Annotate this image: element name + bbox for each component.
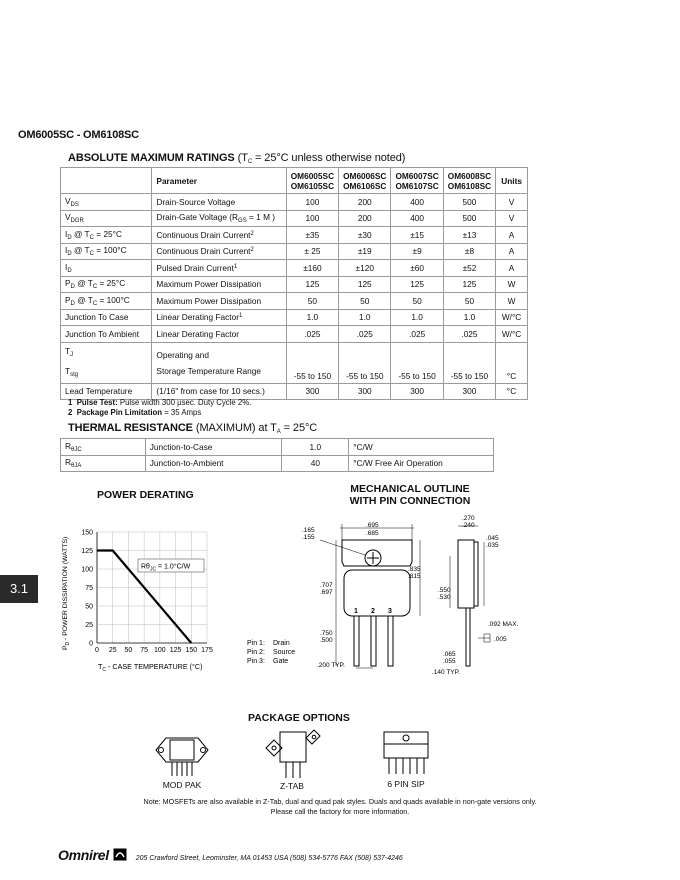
mechanical-outline-drawing bbox=[240, 510, 540, 680]
table-row bbox=[61, 326, 528, 343]
row-value: 1.0 bbox=[282, 439, 349, 456]
row-value: 125 bbox=[286, 276, 338, 293]
row-value: ±8 bbox=[443, 243, 495, 260]
availability-note: Note: MOSFETs are also available in Z-Tab, dual and quad pak styles. Duals and quads available in non-gate versions only. Please call the factory for more information. bbox=[143, 797, 537, 816]
row-value: ±30 bbox=[339, 227, 391, 244]
dim-side-top: .550 bbox=[438, 587, 451, 594]
y-tick-label: 25 bbox=[85, 622, 93, 629]
row-value: 1.0 bbox=[443, 309, 495, 326]
row-value: ±9 bbox=[391, 243, 443, 260]
dim-pitch: .200 TYP. bbox=[317, 662, 345, 669]
row-value: ±160 bbox=[286, 260, 338, 277]
pin-1-label: Pin 1: Drain bbox=[247, 640, 290, 647]
row-symbol: $V_{DGR}$ bbox=[61, 210, 152, 227]
dim-lead-width-bottom: .055 bbox=[443, 658, 456, 665]
row-value: 200 bbox=[339, 194, 391, 211]
row-value: 50 bbox=[391, 293, 443, 310]
power-derating-chart bbox=[55, 518, 230, 678]
row-value: 100 bbox=[286, 210, 338, 227]
package-label-z-tab: Z-TAB bbox=[280, 781, 304, 791]
y-tick-label: 125 bbox=[81, 548, 93, 555]
dim-lead-length: .140 TYP. bbox=[432, 669, 460, 676]
side-view bbox=[450, 526, 490, 666]
footnote-2: 2 Package Pin Limitation = 35 Amps bbox=[68, 407, 202, 417]
x-tick-label: 175 bbox=[201, 647, 213, 654]
chart-grid bbox=[97, 532, 207, 643]
pin-number-3: 3 bbox=[388, 608, 392, 615]
row-parameter: Continuous Drain Current$^2$ bbox=[152, 243, 286, 260]
dim-tab-bottom: .035 bbox=[486, 542, 499, 549]
row-value: ±15 bbox=[391, 227, 443, 244]
row-value: 50 bbox=[286, 293, 338, 310]
table-row bbox=[61, 439, 494, 456]
logo-mark-icon bbox=[113, 848, 127, 861]
row-parameter: Maximum Power Dissipation bbox=[152, 293, 286, 310]
company-address: 205 Crawford Street, Leominster, MA 01453 USA (508) 534-5776 FAX (508) 537-4246 bbox=[135, 855, 403, 862]
row-unit: A bbox=[496, 227, 528, 244]
table-row bbox=[61, 260, 528, 277]
y-tick-label: 75 bbox=[85, 585, 93, 592]
package-label-mod-pak: MOD PAK bbox=[162, 780, 202, 790]
row-symbol: $P_D$ @ $T_C = 100^\circ C$ bbox=[61, 293, 152, 310]
dim-side-bottom: .530 bbox=[438, 594, 451, 601]
six-pin-sip-icon bbox=[378, 728, 434, 778]
row-value: 500 bbox=[443, 210, 495, 227]
row-parameter: Drain-Source Voltage bbox=[152, 194, 286, 211]
y-tick-label: 150 bbox=[81, 529, 93, 537]
y-axis-label: $P_D$ - POWER DISSIPATION (WATTS) bbox=[62, 536, 71, 650]
row-symbol: $P_D$ @ $T_C = 25^\circ C$ bbox=[61, 276, 152, 293]
footnote-1: 1 Pulse Test: Pulse width 300 µsec. Duty Cycle 2%. bbox=[68, 398, 252, 407]
row-value: -55 to 150 bbox=[339, 342, 391, 383]
row-symbol: $R_{\theta JA}$ bbox=[61, 455, 146, 472]
row-parameter: Junction-to-Ambient bbox=[145, 455, 282, 472]
dim-lead-thickness: .092 MAX. bbox=[488, 621, 519, 628]
thermal-table bbox=[60, 438, 494, 472]
row-parameter: Continuous Drain Current$^2$ bbox=[152, 227, 286, 244]
chart-y-ticks bbox=[81, 530, 93, 648]
row-value: 125 bbox=[339, 276, 391, 293]
row-value: 300 bbox=[286, 383, 338, 400]
dim-hole-bottom: .155 bbox=[302, 534, 315, 541]
header-parameter: Parameter bbox=[152, 168, 286, 194]
pin-3-label: Pin 3: Gate bbox=[247, 658, 289, 665]
row-value: 1.0 bbox=[286, 309, 338, 326]
dim-body-top: .707 bbox=[320, 582, 333, 589]
row-value: -55 to 150 bbox=[443, 342, 495, 383]
row-unit: W bbox=[496, 276, 528, 293]
row-value: ±19 bbox=[339, 243, 391, 260]
row-symbol: $R_{\theta JC}$ bbox=[61, 439, 146, 456]
abs-max-title bbox=[68, 152, 405, 165]
row-value: 100 bbox=[286, 194, 338, 211]
row-unit: °C bbox=[496, 342, 528, 383]
dim-flatness: .005 bbox=[494, 636, 507, 643]
table-row bbox=[61, 342, 528, 383]
row-value: ±120 bbox=[339, 260, 391, 277]
z-tab-icon bbox=[262, 726, 322, 780]
package-options-title: PACKAGE OPTIONS bbox=[248, 712, 350, 724]
row-value: 125 bbox=[443, 276, 495, 293]
row-value: 300 bbox=[443, 383, 495, 400]
row-unit: A bbox=[496, 243, 528, 260]
side-dims bbox=[432, 515, 519, 676]
package-label-sip: 6 PIN SIP bbox=[387, 779, 425, 789]
row-unit: V bbox=[496, 210, 528, 227]
row-unit: W/°C bbox=[496, 309, 528, 326]
footer bbox=[58, 847, 403, 865]
pin-numbers bbox=[354, 608, 392, 615]
header-part-3: OM6007SC OM6107SC bbox=[391, 168, 443, 194]
row-value: 400 bbox=[391, 194, 443, 211]
y-tick-label: 100 bbox=[81, 566, 93, 574]
abs-max-table bbox=[60, 167, 528, 400]
x-tick-label: 0 bbox=[95, 647, 99, 654]
table-row bbox=[61, 309, 528, 326]
dim-tab-top: .045 bbox=[486, 535, 499, 542]
row-value: ±52 bbox=[443, 260, 495, 277]
row-parameter: Operating and Storage Temperature Range bbox=[152, 342, 286, 383]
row-parameter: Drain-Gate Voltage ($R_{GS} = 1$ M ) bbox=[152, 210, 286, 227]
x-tick-label: 150 bbox=[185, 647, 198, 654]
row-value: ±13 bbox=[443, 227, 495, 244]
chart-annotation: $R\theta_{JC} = 1.0^\circ C/W$ bbox=[141, 563, 191, 573]
thermal-condition: (MAXIMUM) at $T_A = 25^\circ C$ bbox=[192, 422, 318, 435]
row-parameter: Linear Derating Factor bbox=[152, 326, 286, 343]
x-axis-label: $T_C$ - CASE TEMPERATURE (°C) bbox=[98, 662, 203, 673]
mod-pak-icon bbox=[152, 728, 212, 780]
row-parameter: Pulsed Drain Current$^1$ bbox=[152, 260, 286, 277]
pin-number-1: 1 bbox=[354, 608, 358, 615]
row-value: .025 bbox=[286, 326, 338, 343]
chart-title: POWER DERATING bbox=[97, 489, 194, 501]
abs-max-condition: ($T_C = 25^\circ C$ unless otherwise noted) bbox=[237, 152, 406, 165]
row-parameter: (1/16" from case for 10 secs.) bbox=[152, 383, 286, 400]
footnotes bbox=[68, 398, 251, 417]
row-unit: °C/W Free Air Operation bbox=[349, 455, 494, 472]
row-value: 50 bbox=[339, 293, 391, 310]
table-row bbox=[61, 227, 528, 244]
row-value: 500 bbox=[443, 194, 495, 211]
row-value: .025 bbox=[443, 326, 495, 343]
row-symbol: Junction To Ambient bbox=[61, 326, 152, 343]
dim-depth-bottom: .240 bbox=[462, 522, 475, 529]
pin-legend bbox=[247, 640, 295, 665]
header-part-2: OM6006SC OM6106SC bbox=[339, 168, 391, 194]
section-tab: 3.1 bbox=[0, 575, 38, 603]
x-tick-label: 50 bbox=[124, 647, 133, 654]
table-row bbox=[61, 276, 528, 293]
table-row bbox=[61, 293, 528, 310]
row-unit: °C/W bbox=[349, 439, 494, 456]
table-row bbox=[61, 194, 528, 211]
company-logo: Omnirel bbox=[58, 847, 109, 863]
row-unit: A bbox=[496, 260, 528, 277]
dim-height-bottom: .815 bbox=[408, 573, 421, 580]
dim-width-top: .695 bbox=[366, 522, 379, 529]
dim-height-top: .835 bbox=[408, 566, 421, 573]
y-tick-label: 0 bbox=[89, 640, 93, 648]
dim-body-bottom: .697 bbox=[320, 589, 333, 596]
row-value: ±35 bbox=[286, 227, 338, 244]
row-symbol: Junction To Case bbox=[61, 309, 152, 326]
dim-hole-top: .165 bbox=[302, 527, 315, 534]
row-parameter: Maximum Power Dissipation bbox=[152, 276, 286, 293]
row-unit: V bbox=[496, 194, 528, 211]
row-value: 200 bbox=[339, 210, 391, 227]
row-symbol: $I_D$ bbox=[61, 260, 152, 277]
row-symbol: Lead Temperature bbox=[61, 383, 152, 400]
row-value: -55 to 150 bbox=[286, 342, 338, 383]
abs-max-title-text: ABSOLUTE MAXIMUM RATINGS bbox=[68, 152, 235, 164]
header-part-1: OM6005SC OM6105SC bbox=[286, 168, 338, 194]
mechanical-title: MECHANICAL OUTLINE WITH PIN CONNECTION bbox=[349, 483, 471, 507]
dim-width-bottom: .685 bbox=[366, 530, 379, 537]
row-value: 125 bbox=[391, 276, 443, 293]
chart-x-ticks bbox=[95, 647, 213, 654]
row-unit: W bbox=[496, 293, 528, 310]
row-symbol: $V_{DS}$ bbox=[61, 194, 152, 211]
table-row bbox=[61, 455, 494, 472]
front-dims bbox=[302, 522, 421, 669]
x-tick-label: 100 bbox=[154, 647, 166, 654]
row-value: 1.0 bbox=[391, 309, 443, 326]
abs-max-header-row bbox=[61, 168, 528, 194]
row-value: ± 25 bbox=[286, 243, 338, 260]
y-tick-label: 50 bbox=[85, 603, 93, 611]
row-value: 40 bbox=[282, 455, 349, 472]
row-symbol: $T_J$ $T_{stg}$ bbox=[61, 342, 152, 383]
header-symbol bbox=[61, 168, 152, 194]
header-part-4: OM6008SC OM6108SC bbox=[443, 168, 495, 194]
row-parameter: Linear Derating Factor$^1$ bbox=[152, 309, 286, 326]
row-symbol: $I_D$ @ $T_C = 25^\circ C$ bbox=[61, 227, 152, 244]
row-value: 1.0 bbox=[339, 309, 391, 326]
row-symbol: $I_D$ @ $T_C = 100^\circ C$ bbox=[61, 243, 152, 260]
dim-lead-bottom: .500 bbox=[320, 637, 333, 644]
row-value: 50 bbox=[443, 293, 495, 310]
row-value: 300 bbox=[391, 383, 443, 400]
pin-number-2: 2 bbox=[371, 608, 375, 615]
x-tick-label: 75 bbox=[140, 647, 149, 654]
dim-lead-top: .750 bbox=[320, 630, 333, 637]
row-value: 400 bbox=[391, 210, 443, 227]
table-row bbox=[61, 243, 528, 260]
row-value: .025 bbox=[339, 326, 391, 343]
row-value: 300 bbox=[339, 383, 391, 400]
thermal-title bbox=[68, 422, 317, 435]
pin-2-label: Pin 2: Source bbox=[247, 649, 296, 656]
row-unit: W/°C bbox=[496, 326, 528, 343]
row-value: ±60 bbox=[391, 260, 443, 277]
dim-depth-top: .270 bbox=[462, 515, 475, 522]
dim-lead-width-top: .065 bbox=[443, 651, 456, 658]
row-parameter: Junction-to-Case bbox=[145, 439, 282, 456]
row-unit: °C bbox=[496, 383, 528, 400]
thermal-title-text: THERMAL RESISTANCE bbox=[68, 422, 193, 434]
row-value: .025 bbox=[391, 326, 443, 343]
row-value: -55 to 150 bbox=[391, 342, 443, 383]
table-row bbox=[61, 210, 528, 227]
part-range-title: OM6005SC - OM6108SC bbox=[18, 129, 139, 141]
front-view bbox=[320, 524, 420, 668]
x-tick-label: 125 bbox=[169, 647, 182, 654]
header-units: Units bbox=[496, 168, 528, 194]
x-tick-label: 25 bbox=[108, 647, 117, 654]
